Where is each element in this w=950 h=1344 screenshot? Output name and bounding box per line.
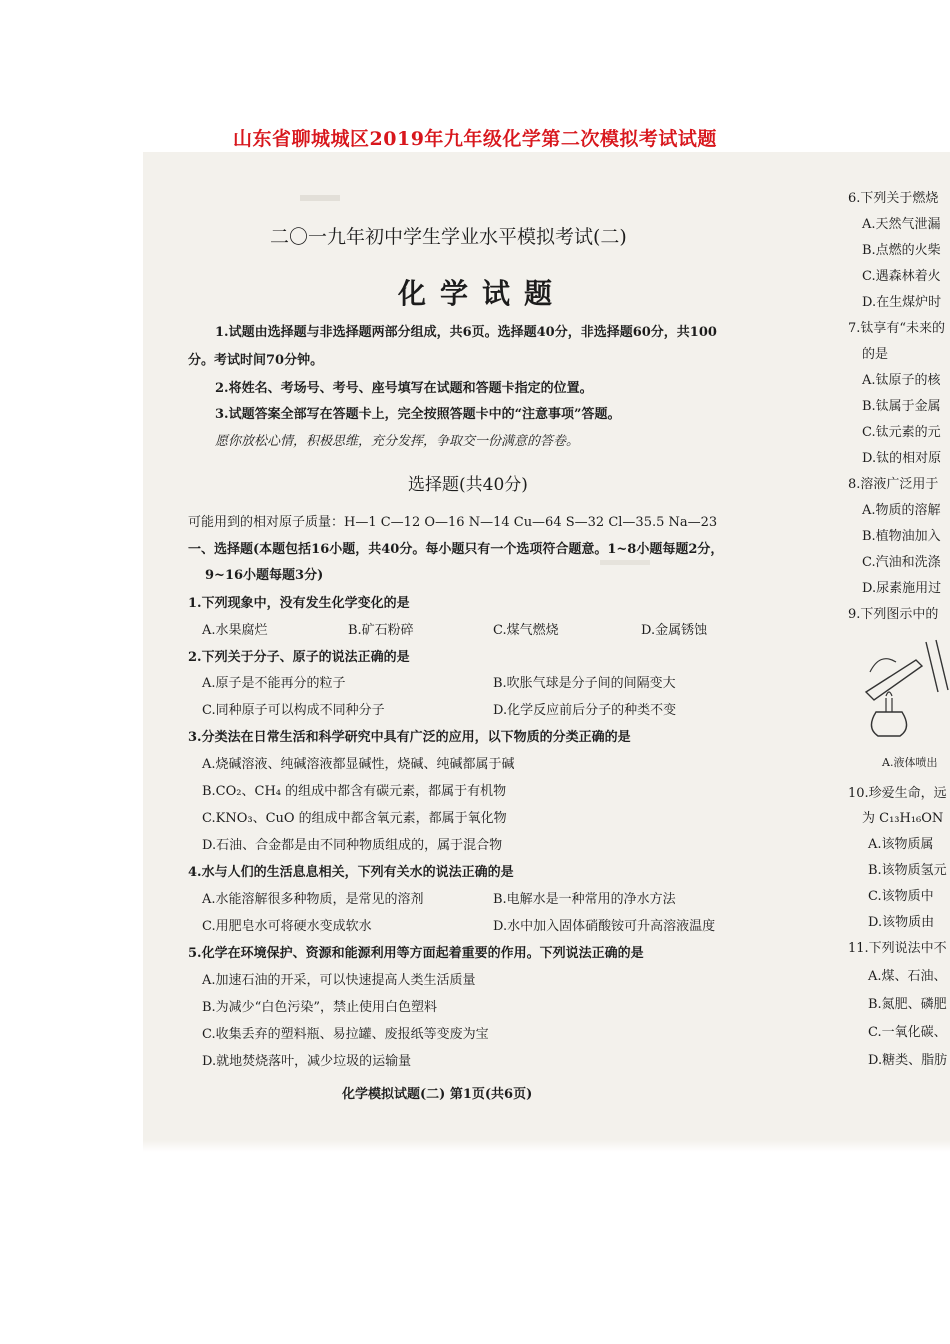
question-option: A.烧碱溶液、纯碱溶液都显碱性，烧碱、纯碱都属于碱 bbox=[202, 757, 515, 772]
right-column-line: D.糖类、脂肪 bbox=[868, 1053, 948, 1068]
right-column-line: 7.钛享有“未来的 bbox=[848, 321, 946, 336]
right-column-line: 8.溶液广泛用于 bbox=[848, 477, 939, 492]
right-column-line: A.天然气泄漏 bbox=[862, 217, 941, 232]
lab-apparatus-illustration bbox=[856, 632, 950, 742]
right-column-line: D.尿素施用过 bbox=[862, 581, 942, 596]
question-option: B.吹胀气球是分子间的间隔变大 bbox=[493, 676, 676, 691]
part-one-heading: 9~16小题每题3分) bbox=[205, 568, 324, 583]
exam-title: 二〇一九年初中学生学业水平模拟考试(二) bbox=[270, 226, 627, 248]
question-option: B.电解水是一种常用的净水方法 bbox=[493, 892, 676, 907]
question-option: B.CO₂、CH₄ 的组成中都含有碳元素，都属于有机物 bbox=[202, 784, 507, 799]
question-option: A.水能溶解很多种物质，是常见的溶剂 bbox=[202, 892, 424, 907]
question-option: D.石油、合金都是由不同种物质组成的，属于混合物 bbox=[202, 838, 503, 853]
right-column-line: C.一氧化碳、 bbox=[868, 1025, 947, 1040]
part-one-heading: 一、选择题(本题包括16小题，共40分。每小题只有一个选项符合题意。1~8小题每题2分， bbox=[188, 542, 724, 557]
question-option: C.煤气燃烧 bbox=[493, 623, 559, 638]
question-option: C.收集丢弃的塑料瓶、易拉罐、废报纸等变废为宝 bbox=[202, 1027, 489, 1042]
right-column-line: C.该物质中 bbox=[868, 889, 934, 904]
question-option: C.KNO₃、CuO 的组成中都含氧元素，都属于氧化物 bbox=[202, 811, 507, 826]
right-column-line: C.遇森林着火 bbox=[862, 269, 941, 284]
document-title: 山东省聊城城区2019年九年级化学第二次模拟考试试题 bbox=[233, 128, 717, 150]
right-column-line: A.煤、石油、 bbox=[868, 969, 947, 984]
page-footer: 化学模拟试题(二) 第1页(共6页) bbox=[342, 1087, 533, 1102]
question-stem: 4.水与人们的生活息息相关，下列有关水的说法正确的是 bbox=[188, 865, 514, 880]
right-column-line: 9.下列图示中的 bbox=[848, 607, 939, 622]
right-column-line: A.该物质属 bbox=[868, 837, 934, 852]
question-option: C.同种原子可以构成不同种分子 bbox=[202, 703, 385, 718]
right-column-line: B.植物油加入 bbox=[862, 529, 941, 544]
right-column-line: 11.下列说法中不 bbox=[848, 941, 947, 956]
right-column-line: 为 C₁₃H₁₆ON bbox=[862, 811, 944, 826]
right-column-line: B.点燃的火柴 bbox=[862, 243, 941, 258]
right-column-line: D.钛的相对原 bbox=[862, 451, 942, 466]
question-option: A.加速石油的开采，可以快速提高人类生活质量 bbox=[202, 973, 476, 988]
right-column-line: 的是 bbox=[862, 347, 889, 362]
right-column-line: B.氮肥、磷肥 bbox=[868, 997, 947, 1012]
question-option: D.就地焚烧落叶，减少垃圾的运输量 bbox=[202, 1054, 412, 1069]
instruction-line: 2.将姓名、考场号、考号、座号填写在试题和答题卡指定的位置。 bbox=[215, 381, 593, 396]
atomic-mass-line: 可能用到的相对原子质量：H—1 C—12 O—16 N—14 Cu—64 S—32 Cl—35.5 Na—23 bbox=[188, 515, 718, 530]
instruction-line: 3.试题答案全部写在答题卡上，完全按照答题卡中的“注意事项”答题。 bbox=[215, 407, 621, 422]
question-option: D.金属锈蚀 bbox=[641, 623, 708, 638]
figure-caption: A.液体喷出 bbox=[882, 756, 938, 769]
question-option: A.水果腐烂 bbox=[202, 623, 268, 638]
question-option: A.原子是不能再分的粒子 bbox=[202, 676, 346, 691]
instruction-line: 分。考试时间70分钟。 bbox=[188, 353, 324, 368]
question-stem: 5.化学在环境保护、资源和能源利用等方面起着重要的作用。下列说法正确的是 bbox=[188, 946, 644, 961]
question-option: D.化学反应前后分子的种类不变 bbox=[493, 703, 677, 718]
right-column-line: A.钛原子的核 bbox=[862, 373, 941, 388]
right-column-line: C.汽油和洗涤 bbox=[862, 555, 941, 570]
right-column-line: C.钛元素的元 bbox=[862, 425, 941, 440]
instruction-line: 1.试题由选择题与非选择题两部分组成，共6页。选择题40分，非选择题60分，共100 bbox=[215, 325, 717, 340]
question-option: C.用肥皂水可将硬水变成软水 bbox=[202, 919, 372, 934]
right-column-line: 6.下列关于燃烧 bbox=[848, 191, 939, 206]
question-option: D.水中加入固体硝酸铵可升高溶液温度 bbox=[493, 919, 716, 934]
right-column-line: D.该物质由 bbox=[868, 915, 935, 930]
encouragement-line: 愿你放松心情，积极思维，充分发挥，争取交一份满意的答卷。 bbox=[215, 434, 580, 449]
section-title: 选择题(共40分) bbox=[408, 475, 528, 495]
question-stem: 3.分类法在日常生活和科学研究中具有广泛的应用，以下物质的分类正确的是 bbox=[188, 730, 631, 745]
right-column-line: B.钛属于金属 bbox=[862, 399, 941, 414]
right-column-line: A.物质的溶解 bbox=[862, 503, 941, 518]
bleed-through-mark bbox=[600, 560, 650, 565]
question-option: B.矿石粉碎 bbox=[348, 623, 414, 638]
right-column-line: 10.珍爱生命，远 bbox=[848, 786, 947, 801]
bleed-through-mark bbox=[300, 195, 340, 201]
question-option: B.为减少“白色污染”，禁止使用白色塑料 bbox=[202, 1000, 437, 1015]
subject-title: 化学试题 bbox=[398, 277, 567, 310]
question-stem: 2.下列关于分子、原子的说法正确的是 bbox=[188, 650, 410, 665]
question-stem: 1.下列现象中，没有发生化学变化的是 bbox=[188, 596, 410, 611]
scan-bottom-edge bbox=[143, 1140, 950, 1152]
right-column-line: B.该物质氢元 bbox=[868, 863, 947, 878]
right-column-line: D.在生煤炉时 bbox=[862, 295, 942, 310]
